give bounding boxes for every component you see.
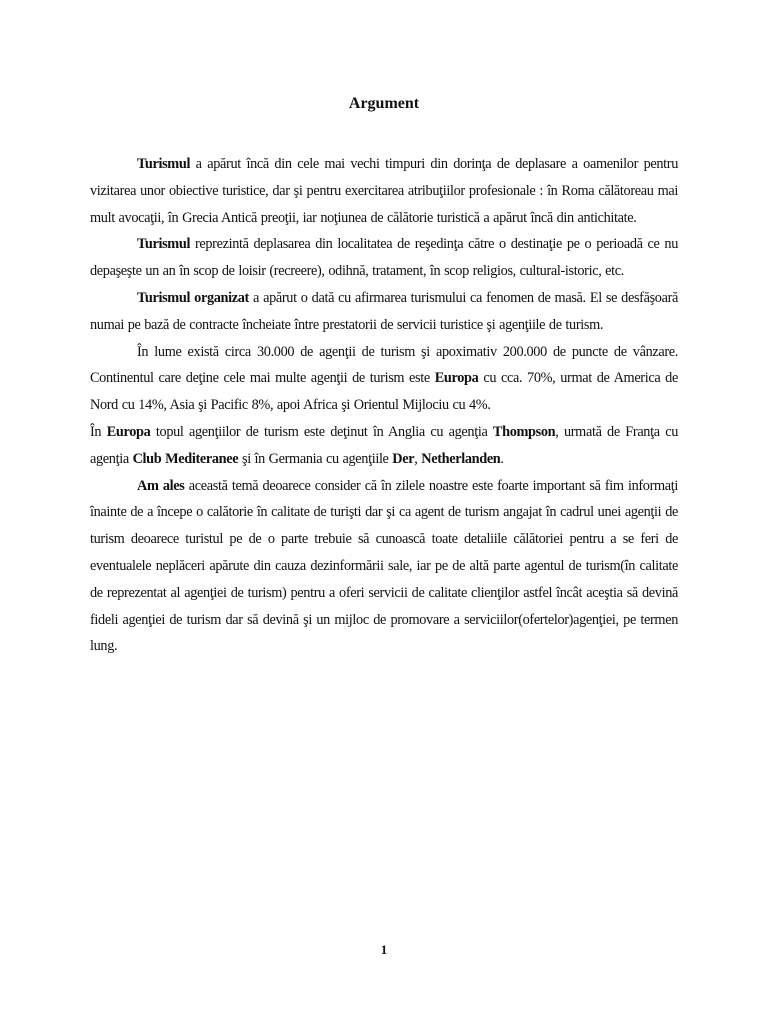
bold-term: Am ales xyxy=(137,477,185,494)
paragraph-text: În xyxy=(90,423,107,440)
paragraph-2 xyxy=(90,231,678,285)
paragraph-text: reprezintă deplasarea din localitatea de reşedinţa către o destinaţie pe o perioadă ce nu depaşeşte un an în scop de loisir (recreere), odihnă, tratament, în scop religios, cultural-istoric, etc. xyxy=(90,236,678,280)
bold-term: Turismul organizat xyxy=(137,289,249,306)
paragraph-3 xyxy=(90,285,678,339)
bold-term: Der xyxy=(392,450,415,467)
paragraph-text: cu cca. 70%, urmat de America de Nord cu 14%, Asia şi Pacific 8%, apoi Africa şi Orientul Mijlociu cu 4%. xyxy=(90,370,678,414)
paragraph-text: , urmată de Franţa cu agenţia xyxy=(90,423,678,467)
paragraph-text: această temă deoarece consider că în zilele noastre este foarte important să fim informaţi înainte de a începe o calătorie în calitate de turişti dar şi ca agent de turism angajat în cadrul unei agenţii de turism deoarece turistul pe de o parte trebuie să cunoască toate detaliile călătoriei pentru a se feri de eventualele neplăceri apărute din cauza dezinformării sale, iar pe de altă parte agentul de turism(în calitate de reprezentat al agenţiei de turism) pentru a oferi servicii de calitate clienţilor astfel încât aceştia să devină fideli agenţiei de turism dar să devină şi un mijloc de promovare a serviciilor(ofertelor)agenţiei, pe termen lung. xyxy=(90,477,679,655)
bold-term: Netherlanden xyxy=(421,450,501,467)
paragraph-text: În lume există circa 30.000 de agenţii de turism şi apoximativ 200.000 de puncte de vânzare. Continentul care deţine cele mai multe agenţii de turism este xyxy=(90,343,678,387)
paragraph-text: a apărut o dată cu afirmarea turismului ca fenomen de masă. El se desfăşoară numai pe bază de contracte încheiate între prestatorii de servicii turistice şi agenţiile de turism. xyxy=(90,289,678,333)
paragraph-text: . xyxy=(500,450,504,467)
paragraph-4 xyxy=(90,339,678,419)
page-title: Argument xyxy=(348,95,420,112)
bold-term: Europa xyxy=(434,370,479,387)
document-body xyxy=(90,151,678,660)
paragraph-6 xyxy=(90,473,678,661)
paragraph-1 xyxy=(90,151,678,231)
bold-term: Thompson xyxy=(492,423,556,440)
paragraph-text: topul agenţiilor de turism este deţinut în Anglia cu agenţia xyxy=(150,423,493,440)
paragraph-5 xyxy=(90,419,678,473)
paragraph-text: a apărut încă din cele mai vechi timpuri din dorinţa de deplasare a oamenilor pentru vizitarea unor obiective turistice, dar şi pentru exercitarea atribuţiilor profesionale : în Roma călătoreau mai mult avocaţii, în Grecia Antică preoţii, iar noţiunea de călătorie turistică a apărut încă din antichitate. xyxy=(90,156,678,226)
bold-term: Club Mediteranee xyxy=(132,450,239,467)
paragraph-text: , xyxy=(414,450,422,467)
page-number: 1 xyxy=(380,942,388,957)
bold-term: Turismul xyxy=(137,236,191,253)
bold-term: Europa xyxy=(106,423,151,440)
paragraph-text: şi în Germania cu agenţiile xyxy=(238,450,393,467)
bold-term: Turismul xyxy=(137,156,191,172)
